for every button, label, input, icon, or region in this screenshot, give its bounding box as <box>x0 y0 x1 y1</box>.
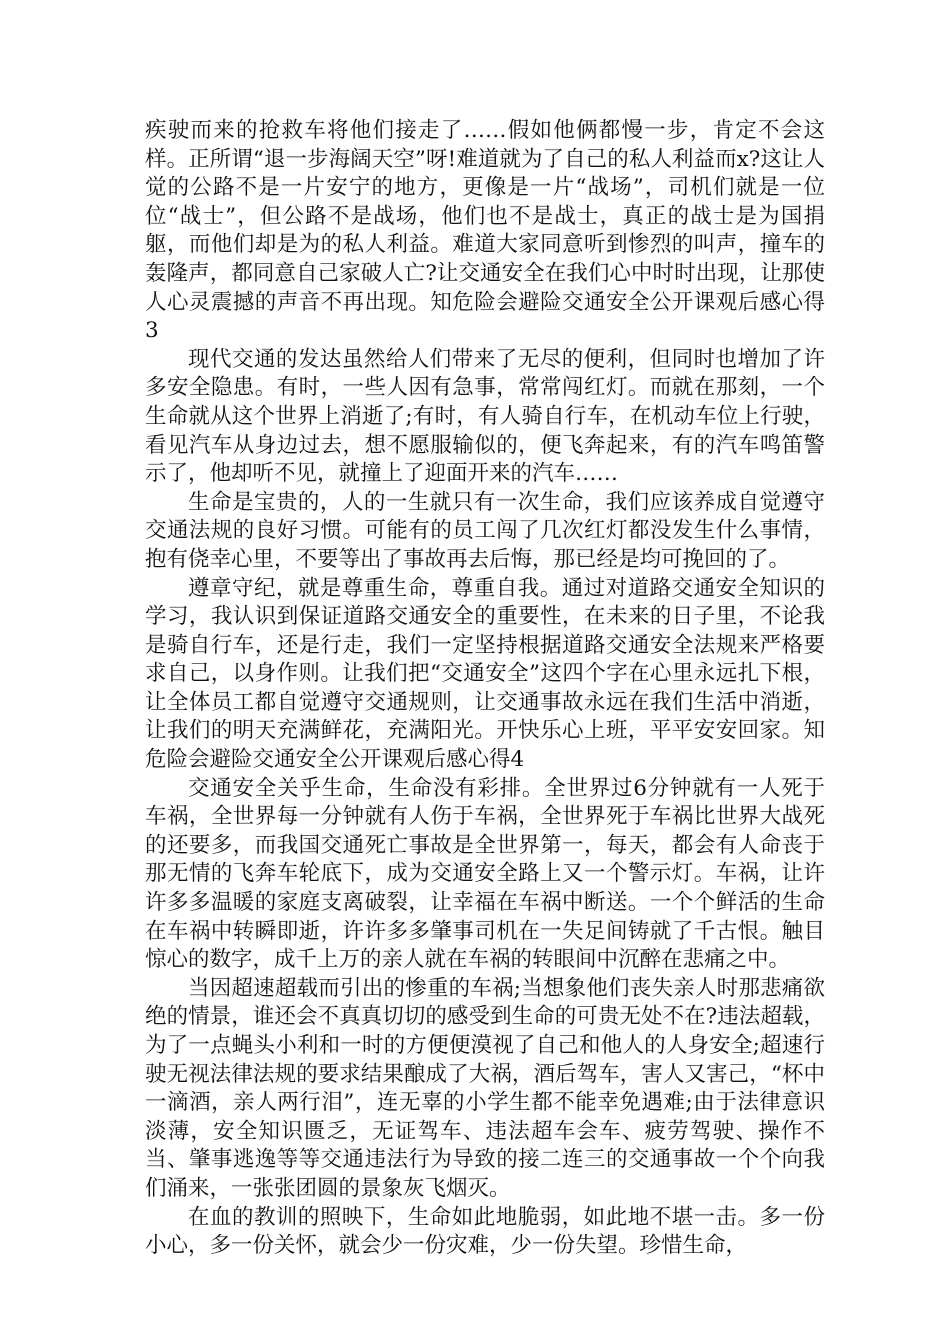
paragraph-3: 生命是宝贵的，人的一生就只有一次生命，我们应该养成自觉遵守交通法规的良好习惯。可能有的员工闯了几次红灯都没发生什么事情，抱有侥幸心里，不要等出了事故再去后悔，那已经是均可挽回的了。 <box>145 489 825 572</box>
paragraph-5: 交通安全关乎生命，生命没有彩排。全世界过6分钟就有一人死于车祸，全世界每一分钟就有人伤于车祸，全世界死于车祸比世界大战死的还要多，而我国交通死亡事故是全世界第一，每天，都会有人命丧于那无情的飞奔车轮底下，成为交通安全路上又一个警示灯。车祸，让许许多多温暖的家庭支离破裂，让幸福在车祸中断送。一个个鲜活的生命在车祸中转瞬即逝，许许多多肇事司机在一失足间铸就了千古恨。触目惊心的数字，成千上万的亲人就在车祸的转眼间中沉醉在悲痛之中。 <box>145 775 825 973</box>
paragraph-1: 疾驶而来的抢救车将他们接走了……假如他俩都慢一步，肯定不会这样。正所谓“退一步海阔天空”呀!难道就为了自己的私人利益而x?这让人觉的公路不是一片安宁的地方，更像是一片“战场”，司机们就是一位位“战士”，但公路不是战场，他们也不是战士，真正的战士是为国捐躯，而他们却是为的私人利益。难道大家同意听到惨烈的叫声，撞车的轰隆声，都同意自己家破人亡?让交通安全在我们心中时时出现，让那使人心灵震撼的声音不再出现。知危险会避险交通安全公开课观后感心得3 <box>145 118 825 344</box>
paragraph-2: 现代交通的发达虽然给人们带来了无尽的便利，但同时也增加了许多安全隐患。有时，一些人因有急事，常常闯红灯。而就在那刻，一个生命就从这个世界上消逝了;有时，有人骑自行车，在机动车位上行驶，看见汽车从身边过去，想不愿服输似的，便飞奔起来，有的汽车鸣笛警示了，他却听不见，就撞上了迎面开来的汽车…… <box>145 346 825 487</box>
paragraph-6: 当因超速超载而引出的惨重的车祸;当想象他们丧失亲人时那悲痛欲绝的情景，谁还会不真真切切的感受到生命的可贵无处不在?违法超载，为了一点蝇头小利和一时的方便便漠视了自己和他人的人身安全;超速行驶无视法律法规的要求结果酿成了大祸，酒后驾车，害人又害己，“杯中一滴酒，亲人两行泪”，连无辜的小学生都不能幸免遇难;由于法律意识淡薄，安全知识匮乏，无证驾车、违法超车会车、疲劳驾驶、操作不当、肇事逃逸等等交通违法行为导致的接二连三的交通事故一个个向我们涌来，一张张团圆的景象灰飞烟灭。 <box>145 975 825 1201</box>
document-page <box>145 117 825 1261</box>
paragraph-7: 在血的教训的照映下，生命如此地脆弱，如此地不堪一击。多一份小心，多一份关怀，就会少一份灾难，少一份失望。珍惜生命， <box>145 1204 825 1259</box>
paragraph-4: 遵章守纪，就是尊重生命，尊重自我。通过对道路交通安全知识的学习，我认识到保证道路交通安全的重要性，在未来的日子里，不论我是骑自行车，还是行走，我们一定坚持根据道路交通安全法规来严格要求自己，以身作则。让我们把“交通安全”这四个字在心里永远扎下根，让全体员工都自觉遵守交通规则，让交通事故永远在我们生活中消逝，让我们的明天充满鲜花，充满阳光。开快乐心上班，平平安安回家。知危险会避险交通安全公开课观后感心得4 <box>145 575 825 773</box>
